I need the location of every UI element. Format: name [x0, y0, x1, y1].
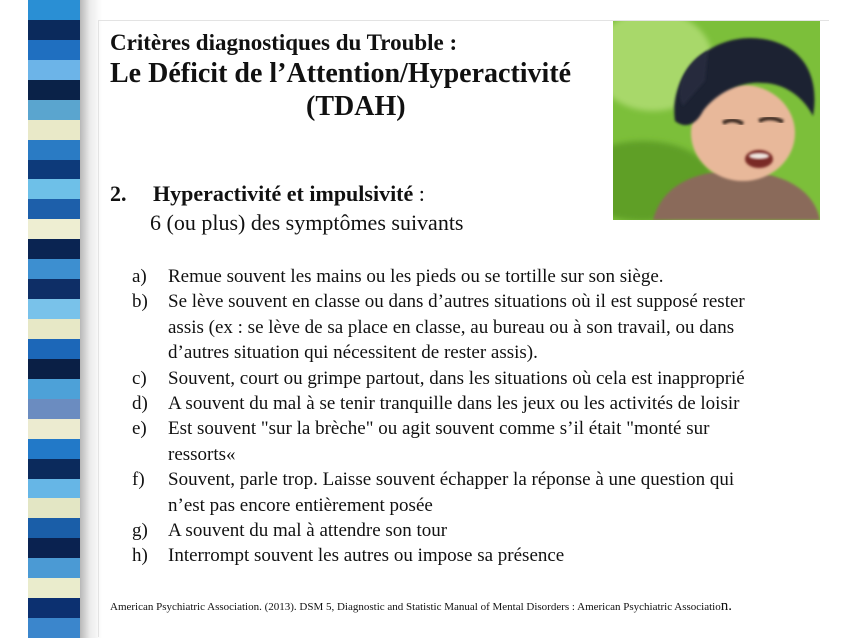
stripe-segment: [28, 578, 80, 598]
stripe-segment: [28, 439, 80, 459]
list-item-text: Souvent, court ou grimpe partout, dans les situations où cela est inapproprié: [168, 367, 745, 389]
section-colon: :: [413, 181, 425, 206]
symptom-list: [132, 264, 832, 569]
citation-text: American Psychiatric Association. (2013). DSM 5, Diagnostic and Statistic Manual of Mental Disorders : American Psychiatric Associatio: [110, 601, 721, 613]
stripe-segment: [28, 40, 80, 60]
stripe-segment: [28, 498, 80, 518]
list-item: [132, 518, 832, 543]
stripe-segment: [28, 558, 80, 578]
stripe-segment: [28, 160, 80, 180]
stripe-segment: [28, 339, 80, 359]
list-item-text: Remue souvent les mains ou les pieds ou se tortille sur son siège.: [168, 266, 664, 287]
stripe-segment: [28, 319, 80, 339]
list-item-text: Interrompt souvent les autres ou impose sa présence: [168, 545, 565, 567]
section-heading: [110, 181, 425, 207]
slide-title-line-3: (TDAH): [306, 91, 406, 122]
list-item: [132, 289, 832, 365]
citation-end: n.: [720, 598, 732, 614]
stripe-segment: [28, 100, 80, 120]
list-item-letter: c): [132, 367, 147, 389]
photo-of-child-image: [613, 21, 820, 220]
list-item-text: Souvent, parle trop. Laisse souvent échapper la réponse à une question qui n’est pas encore entièrement posée: [168, 469, 735, 516]
list-item-text: Se lève souvent en classe ou dans d’autres situations où il est supposé rester assis (ex : se lève de sa place en classe, au bureau ou à son travail, ou dans d’autres situation qui nécessitent de rester assis).: [168, 291, 745, 364]
stripe-segment: [28, 518, 80, 538]
list-item-text: Est souvent "sur la brèche" ou agit souvent comme s’il était "monté sur ressorts«: [168, 418, 710, 465]
list-item: [132, 391, 832, 416]
list-item: [132, 543, 832, 568]
stripe-segment: [28, 199, 80, 219]
child-photo-illustration: [613, 21, 820, 220]
stripe-segment: [28, 538, 80, 558]
stripe-segment: [28, 80, 80, 100]
list-item-letter: b): [132, 291, 148, 313]
stripe-segment: [28, 399, 80, 419]
list-item-letter: h): [132, 545, 148, 567]
list-item-text: A souvent du mal à attendre son tour: [168, 520, 448, 542]
stripe-segment: [28, 140, 80, 160]
stripe-segment: [28, 598, 80, 618]
stripe-segment: [28, 0, 80, 20]
stripe-segment: [28, 20, 80, 40]
stripe-segment: [28, 179, 80, 199]
stripe-segment: [28, 419, 80, 439]
list-item-letter: f): [132, 469, 145, 491]
stripe-segment: [28, 279, 80, 299]
stripe-segment: [28, 618, 80, 638]
list-item: [132, 416, 832, 467]
stripe-segment: [28, 259, 80, 279]
stripe-segment: [28, 359, 80, 379]
list-item: [132, 467, 832, 518]
stripe-segment: [28, 459, 80, 479]
slide-title-line-2: Le Déficit de l’Attention/Hyperactivité: [110, 58, 572, 89]
list-item: [132, 264, 832, 289]
section-number: 2.: [110, 181, 127, 206]
stripe-segment: [28, 299, 80, 319]
slide-title-line-1: Critères diagnostiques du Trouble :: [110, 30, 458, 55]
section-subtitle: 6 (ou plus) des symptômes suivants: [150, 210, 464, 235]
stripe-segment: [28, 60, 80, 80]
list-item-letter: g): [132, 520, 148, 542]
list-item-letter: e): [132, 418, 147, 440]
decorative-stripe-bar: [28, 0, 80, 638]
stripe-segment: [28, 239, 80, 259]
stripe-segment: [28, 379, 80, 399]
list-item-letter: d): [132, 393, 148, 415]
stripe-segment: [28, 479, 80, 499]
section-title: Hyperactivité et impulsivité: [153, 181, 414, 206]
list-item-text: A souvent du mal à se tenir tranquille dans les jeux ou les activités de loisir: [168, 393, 740, 415]
list-item: [132, 366, 832, 391]
stripe-segment: [28, 120, 80, 140]
stripe-segment: [28, 219, 80, 239]
citation: [110, 598, 732, 615]
list-item-letter: a): [132, 266, 147, 287]
